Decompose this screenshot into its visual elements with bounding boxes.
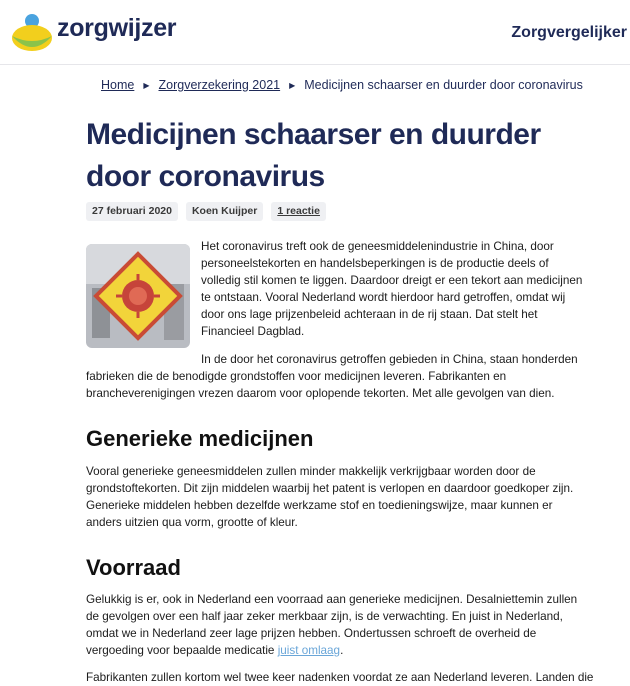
article-paragraph-2: In de door het coronavirus getroffen gebieden in China, staan honderden fabrieken die de benodigde grondstoffen voor medicijnen leveren. Fabrikanten en brancheverenigingen vrezen daarom voor oplopende tekorten. Met alle gevolgen van dien. [86, 353, 578, 400]
brand-name[interactable]: zorgwijzer [57, 14, 177, 42]
date-badge: 27 februari 2020 [86, 202, 178, 221]
breadcrumb-home[interactable]: Home [101, 78, 135, 92]
author-badge: Koen Kuijper [186, 202, 263, 221]
zorgwijzer-logo-icon[interactable] [10, 12, 56, 54]
breadcrumb [101, 78, 583, 92]
breadcrumb-current: Medicijnen schaarser en duurder door coronavirus [304, 78, 583, 92]
paragraph-4-end: . [340, 644, 344, 657]
juist-omlaag-link[interactable]: juist omlaag [277, 644, 341, 657]
article-meta [86, 202, 326, 221]
article-thumbnail [86, 244, 190, 348]
breadcrumb-section[interactable]: Zorgverzekering 2021 [158, 78, 281, 92]
page-title: Medicijnen schaarser en duurder door coronavirus [86, 118, 541, 193]
chevron-right-icon: ▶ [289, 80, 296, 90]
article-paragraph-3: Vooral generieke geneesmiddelen zullen minder makkelijk verkrijgbaar worden door de grondstoftekorten. Dit zijn middelen waarbij het patent is verlopen en daardoor goedkoper zijn. Generieke middelen hebben dezelfde werkzame stof en toedieningswijze, maar kunnen er anders uitzien qua vorm, grootte of kleur. [86, 465, 574, 529]
article-paragraph-5: Fabrikanten zullen kortom wel twee keer nadenken voordat ze aan Nederland leveren. Landen die [86, 671, 594, 684]
chevron-right-icon: ▶ [143, 80, 150, 90]
heading-stock: Voorraad [86, 555, 181, 580]
site-header [0, 0, 630, 65]
heading-generic-medicines: Generieke medicijnen [86, 426, 314, 451]
zorgvergelijker-link[interactable]: Zorgvergelijker [511, 24, 627, 41]
comments-link[interactable]: 1 reactie [271, 202, 326, 221]
article-paragraph-4 [86, 591, 586, 659]
coronavirus-warning-image [86, 244, 190, 348]
article-paragraph-1: Het coronavirus treft ook de geneesmiddelenindustrie in China, door personeelstekorten en handelsbeperkingen is de productie deels of volledig stil komen te liggen. Daardoor dreigt er een tekort aan medicijnen te ontstaan. Vooral Nederland wordt hierdoor hard getroffen, omdat wij door ons lage prijzenbeleid achteraan in de rij staan. Dat stelt het Financieel Dagblad. [201, 240, 583, 338]
paragraph-4-text: Gelukkig is er, ook in Nederland een voorraad aan generieke medicijnen. Desalniettemin zullen de gevolgen over een half jaar zeker merkbaar zijn, is de verwachting. En juist in Nederland, omdat we in Nederland zeer lage prijzen hebben. Ondertussen schroeft de overheid de vergoeding voor bepaalde medicatie [86, 593, 578, 657]
